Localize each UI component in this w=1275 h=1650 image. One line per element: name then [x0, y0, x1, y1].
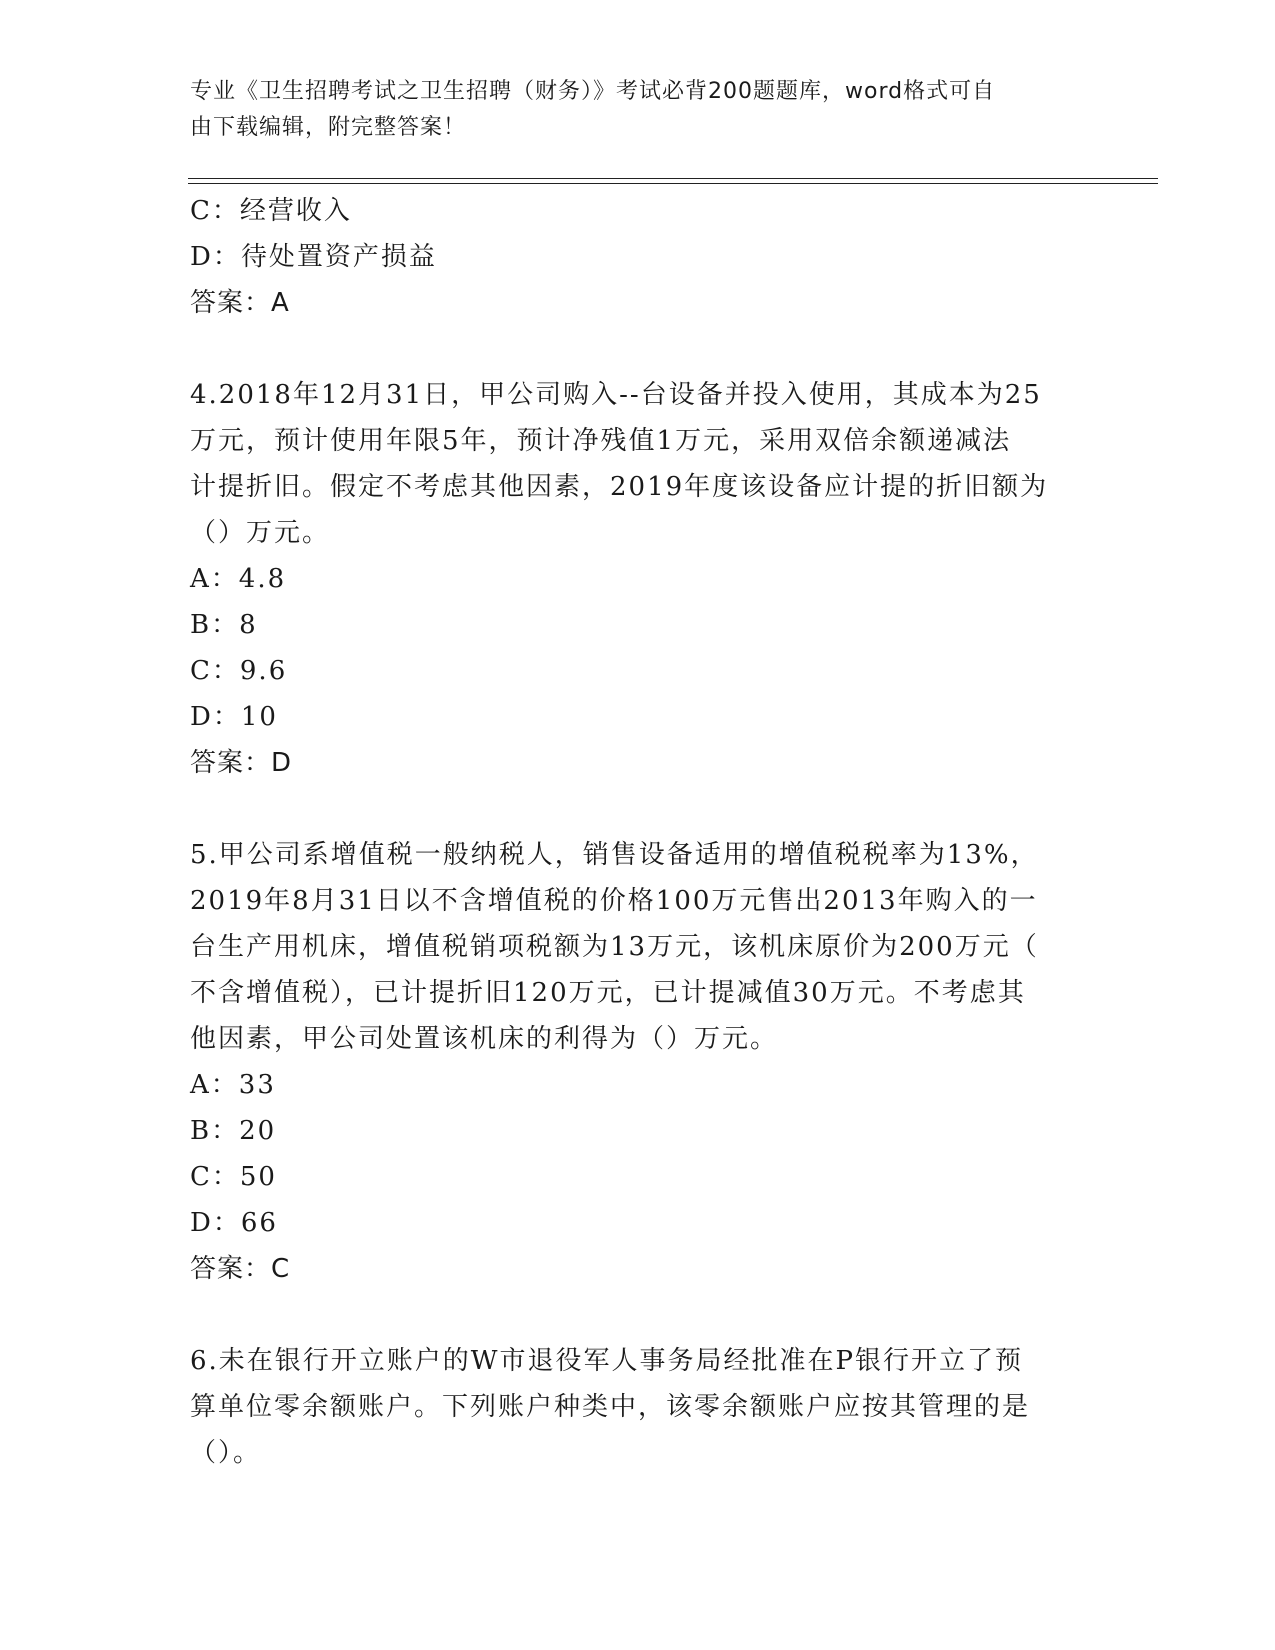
question-text-line: 不含增值税），已计提折旧120万元，已计提减值30万元。不考虑其 [190, 978, 1026, 1008]
spacer [190, 786, 1090, 832]
option-c: C：9.6 [190, 656, 288, 686]
spacer [190, 1292, 1090, 1338]
answer-line: 答案：C [190, 1254, 291, 1284]
question-6 [190, 1338, 1090, 1476]
question-text-line: （）万元。 [190, 518, 331, 548]
question-text-line: 计提折旧。假定不考虑其他因素，2019年度该设备应计提的折旧额为 [190, 472, 1049, 502]
option-c: C：经营收入 [190, 196, 352, 226]
option-d: D：待处置资产损益 [190, 242, 437, 272]
header-divider-bottom [188, 183, 1158, 184]
question-text-line: 2019年8月31日以不含增值税的价格100万元售出2013年购入的一 [190, 886, 1038, 916]
spacer [190, 326, 1090, 372]
question-text-line: 5.甲公司系增值税一般纳税人，销售设备适用的增值税税率为13%， [190, 840, 1039, 870]
header-line-1: 专业《卫生招聘考试之卫生招聘（财务）》考试必背200题题库，word格式可自 [190, 79, 996, 104]
question-text-line: （）。 [190, 1438, 262, 1468]
question-text-line: 他因素，甲公司处置该机床的利得为（）万元。 [190, 1024, 779, 1054]
question-text-line: 算单位零余额账户。下列账户种类中，该零余额账户应按其管理的是 [190, 1392, 1031, 1422]
header-divider-top [188, 178, 1158, 179]
question-3-tail [190, 188, 1090, 326]
option-d: D：66 [190, 1208, 278, 1238]
document-body [190, 188, 1090, 1476]
answer-line: 答案：A [190, 288, 290, 318]
option-a: A：4.8 [190, 564, 287, 594]
option-b: B：20 [190, 1116, 277, 1146]
answer-line: 答案：D [190, 748, 293, 778]
question-text-line: 万元，预计使用年限5年，预计净残值1万元，采用双倍余额递减法 [190, 426, 1012, 456]
header-line-2: 由下载编辑，附完整答案！ [190, 115, 467, 140]
question-4 [190, 372, 1090, 786]
document-header [190, 74, 1090, 146]
option-d: D：10 [190, 702, 278, 732]
option-a: A：33 [190, 1070, 276, 1100]
option-c: C：50 [190, 1162, 277, 1192]
question-text-line: 4.2018年12月31日，甲公司购入--台设备并投入使用，其成本为25 [190, 380, 1042, 410]
question-5 [190, 832, 1090, 1292]
question-text-line: 6.未在银行开立账户的W市退役军人事务局经批准在P银行开立了预 [190, 1346, 1024, 1376]
option-b: B：8 [190, 610, 258, 640]
question-text-line: 台生产用机床，增值税销项税额为13万元，该机床原价为200万元（ [190, 932, 1039, 962]
